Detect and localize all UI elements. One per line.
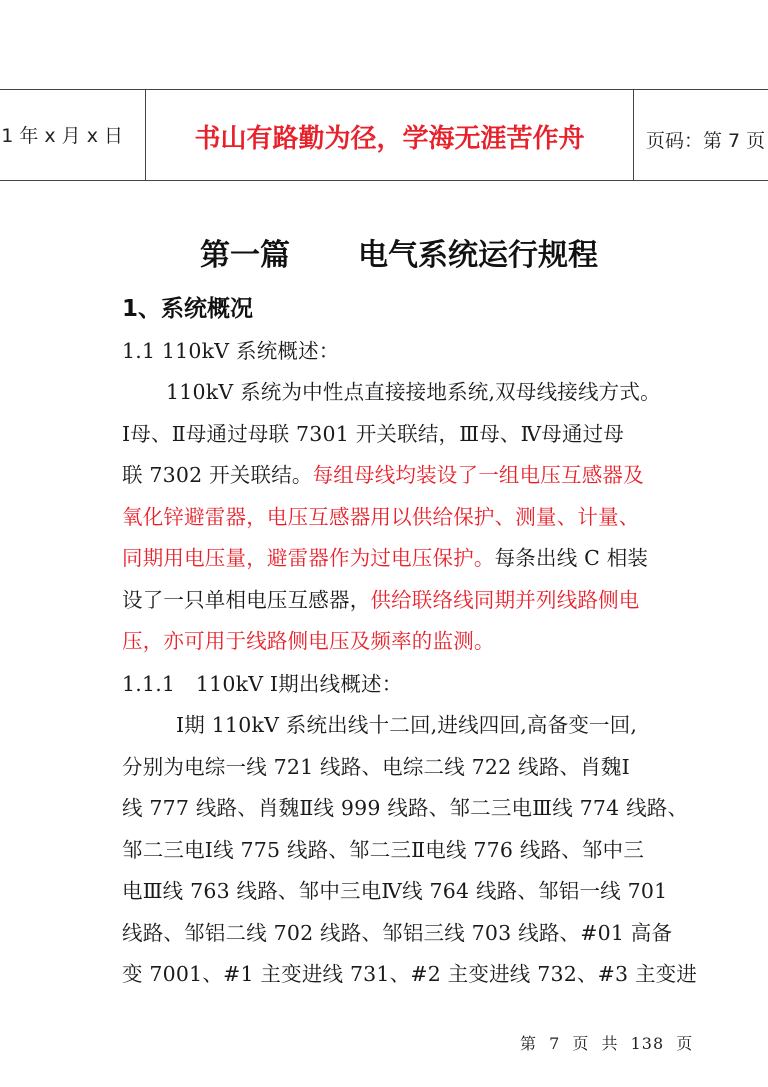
subsection-1-1-1-heading: 1.1.1 110kV Ⅰ期出线概述： [122,672,403,696]
para2-line-7: 变 7001、#1 主变进线 731、#2 主变进线 732、#3 主变进 [122,962,698,986]
section-heading: 1、系统概况 [122,296,254,322]
para2-line-2: 分别为电综一线 721 线路、电综二线 722 线路、肖魏Ⅰ [122,755,630,779]
page-header-table [0,89,768,181]
para1-line-5-text: 每条出线 C 相装 [494,546,649,570]
footer-page-number: 7 [549,1034,561,1053]
para1-line-3-text: 联 7302 开关联结。 [122,463,313,487]
header-date: 1 年 x 月 x 日 [1,125,123,147]
title-part-2: 电气系统运行规程 [358,238,598,273]
header-motto-cell [146,90,634,180]
para1-line-7-highlight: 压，亦可用于线路侧电压及频率的监测。 [122,629,495,653]
para1-line-2: Ⅰ母、Ⅱ母通过母联 7301 开关联结，Ⅲ母、Ⅳ母通过母 [122,422,625,446]
para2-line-1: Ⅰ期 110kV 系统出线十二回,进线四回,高备变一回, [176,713,638,737]
page-footer [520,1031,699,1054]
para2-line-5: 电Ⅲ线 763 线路、邹中三电Ⅳ线 764 线路、邹铝一线 701 [122,879,668,903]
subsection-1-1-heading: 1.1 110kV 系统概述： [122,339,340,363]
footer-mid-2: 共 [601,1034,619,1053]
para1-line-6-highlight: 供给联络线同期并列线路侧电 [370,588,640,612]
para1-line-6 [122,586,694,614]
document-title [0,230,768,274]
footer-prefix: 第 [520,1034,538,1053]
footer-mid-1: 页 [572,1034,590,1053]
para2-line-6: 线路、邹铝二线 702 线路、邹铝三线 703 线路、#01 高备 [122,921,673,945]
para1-line-1: 110kV 系统为中性点直接接地系统,双母线接线方式。 [166,380,661,404]
para1-line-6-text: 设了一只单相电压互感器， [122,588,371,612]
para1-line-4-highlight: 氧化锌避雷器，电压互感器用以供给保护、测量、计量、 [122,505,640,529]
header-motto: 书山有路勤为径，学海无涯苦作舟 [194,124,585,154]
para1-line-5-highlight: 同期用电压量，避雷器作为过电压保护。 [122,546,495,570]
para1-line-3 [122,461,694,489]
header-page-label: 页码：第 7 页 [646,130,766,152]
para2-line-4: 邹二三电Ⅰ线 775 线路、邹二三Ⅱ电线 776 线路、邹中三 [122,838,645,862]
para1-line-3-highlight: 每组母线均装设了一组电压互感器及 [312,463,644,487]
header-date-cell [0,90,146,180]
footer-total-pages: 138 [630,1034,665,1053]
para1-line-5 [122,544,694,572]
footer-suffix: 页 [676,1034,694,1053]
header-page-cell [634,90,768,180]
title-part-1: 第一篇 [200,238,290,273]
para2-line-3: 线 777 线路、肖魏Ⅱ线 999 线路、邹二三电Ⅲ线 774 线路、 [122,796,689,820]
